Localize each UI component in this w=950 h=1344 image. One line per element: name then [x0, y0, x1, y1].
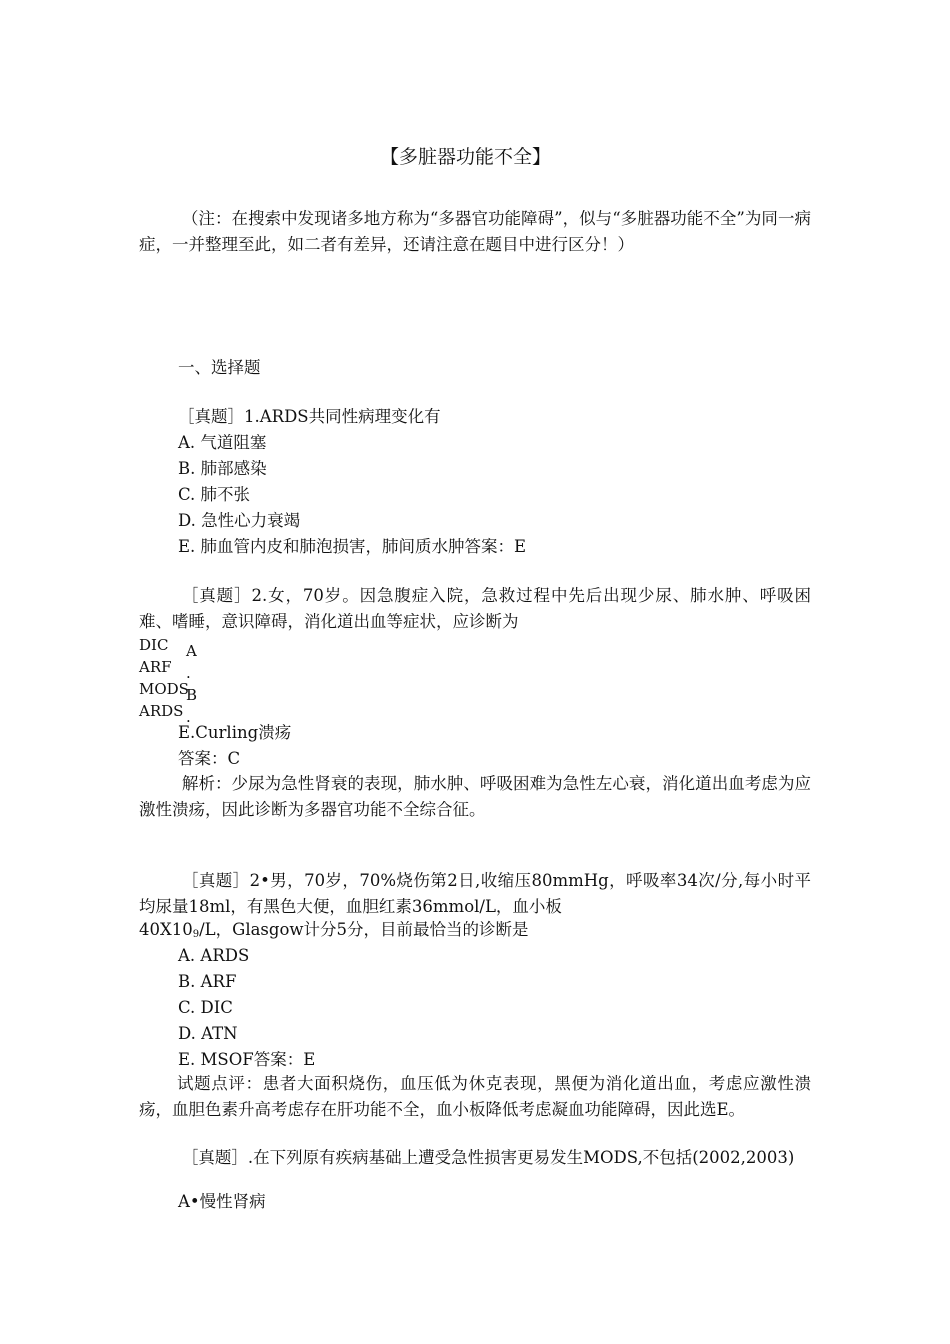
- q2-side-letter: A: [186, 642, 197, 660]
- note-paragraph: （注：在搜索中发现诸多地方称为“多器官功能障碍”，似与“多脏器功能不全”为同一病症，一并整理至此，如二者有差异，还请注意在题目中进行区分！）: [139, 209, 811, 254]
- q2-side-letter: B: [186, 686, 198, 704]
- q2-stem: ［真题］2.女，70岁。因急腹症入院，急救过程中先后出现少尿、肺水肿、呼吸困难、嗜睡，意识障碍，消化道出血等症状，应诊断为: [139, 586, 811, 631]
- q3-option-a: A. ARDS: [178, 946, 250, 965]
- q3-option-b: B. ARF: [178, 972, 237, 991]
- q2-left-option: ARDS: [139, 702, 184, 720]
- q4-option-a: A•慢性肾病: [178, 1192, 266, 1211]
- q3-stem-continued: $40X10_9/L$，Glasgow计分5分，目前最恰当的诊断是: [139, 920, 529, 940]
- q1-option-d: D. 急性心力衰竭: [178, 511, 301, 530]
- q4-stem: ［真题］.在下列原有疾病基础上遭受急性损害更易发生MODS,不包括(2002,2003): [181, 1148, 795, 1167]
- q3-option-c: C. DIC: [178, 998, 233, 1017]
- q2-option-e: E.Curling溃疡: [178, 723, 292, 742]
- q2-left-option: MODS: [139, 680, 189, 698]
- q1-stem: ［真题］1.ARDS共同性病理变化有: [178, 407, 441, 426]
- page-title: 【多脏器功能不全】: [380, 146, 552, 168]
- q1-option-c: C. 肺不张: [178, 485, 251, 504]
- q2-left-option: ARF: [139, 658, 172, 676]
- q2-side-letter: .: [186, 664, 191, 682]
- q3-option-d: D. ATN: [178, 1024, 238, 1043]
- q3-stem: ［真题］2•男，70岁，70%烧伤第2日,收缩压80mmHg，呼吸率34次/分,每小时平均尿量18ml，有黑色大便，血胆红素36mmol/L，血小板: [139, 871, 811, 916]
- q1-option-e: E. 肺血管内皮和肺泡损害，肺间质水肿答案：E: [178, 537, 527, 556]
- q2-analysis: 解析：少尿为急性肾衰的表现，肺水肿、呼吸困难为急性左心衰，消化道出血考虑为应激性溃疡，因此诊断为多器官功能不全综合征。: [139, 774, 811, 819]
- q2-left-option: DIC: [139, 636, 169, 654]
- section-heading: 一、选择题: [178, 358, 261, 377]
- q2-answer: 答案：C: [178, 749, 241, 768]
- q3-review: 试题点评：患者大面积烧伤，血压低为休克表现，黑便为消化道出血，考虑应激性溃疡，血胆色素升高考虑存在肝功能不全，血小板降低考虑凝血功能障碍，因此选E。: [139, 1074, 811, 1119]
- q3-option-e: E. MSOF答案：E: [178, 1050, 316, 1069]
- q2-side-letter: .: [186, 708, 191, 726]
- q1-option-b: B. 肺部感染: [178, 459, 267, 478]
- q1-option-a: A. 气道阻塞: [178, 433, 267, 452]
